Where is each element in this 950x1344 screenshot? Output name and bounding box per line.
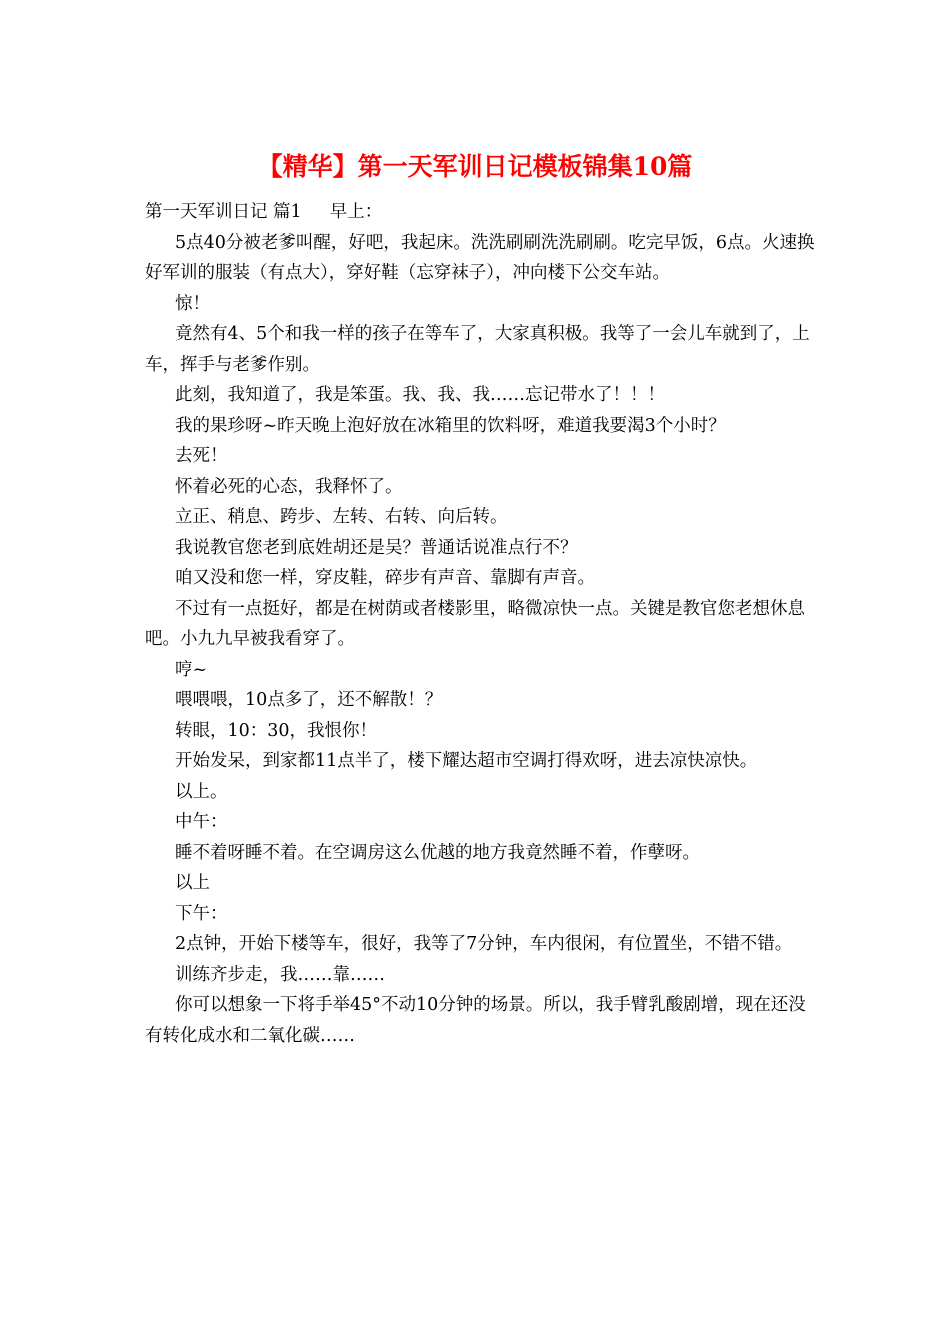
- paragraph: 咱又没和您一样，穿皮鞋，碎步有声音、靠脚有声音。: [175, 568, 595, 588]
- paragraph: 哼~: [175, 659, 208, 680]
- paragraph: 我说教官您老到底姓胡还是吴？普通话说准点行不？: [175, 537, 578, 558]
- paragraph: 2点钟，开始下楼等车，很好，我等了7分钟，车内很闲，有位置坐，不错不错。: [175, 934, 793, 954]
- paragraph: 去死！: [175, 446, 228, 466]
- entry-heading-time: 早上：: [329, 202, 383, 222]
- paragraph: 我的果珍呀~昨天晚上泡好放在冰箱里的饮料呀，难道我要渴3个小时？: [175, 415, 726, 436]
- entry-heading-line: [145, 197, 815, 228]
- paragraph: 训练齐步走，我……靠……: [175, 964, 385, 985]
- paragraph: 怀着必死的心态，我释怀了。: [175, 476, 403, 497]
- document-body: [145, 197, 815, 1051]
- paragraph: 竟然有4、5个和我一样的孩子在等车了，大家真积极。我等了一会儿车就到了，上车，挥手与老爹作别。: [145, 324, 810, 375]
- paragraph: 以上: [175, 873, 210, 893]
- entry-heading-label: 第一天军训日记 篇1: [145, 202, 302, 222]
- paragraph: 此刻，我知道了，我是笨蛋。我、我、我……忘记带水了！！！: [175, 385, 665, 405]
- document-title: 【精华】第一天军训日记模板锦集10篇: [257, 152, 693, 181]
- paragraph: 开始发呆，到家都11点半了，楼下耀达超市空调打得欢呀，进去凉快凉快。: [175, 751, 758, 771]
- paragraph: 你可以想象一下将手举45°不动10分钟的场景。所以，我手臂乳酸剧增，现在还没有转化成水和二氧化碳……: [145, 995, 806, 1046]
- paragraph: 不过有一点挺好，都是在树荫或者楼影里，略微凉快一点。关键是教官您老想休息吧。小九九早被我看穿了。: [145, 598, 805, 649]
- paragraph: 惊！: [175, 293, 210, 314]
- paragraph: 立正、稍息、跨步、左转、右转、向后转。: [175, 507, 508, 527]
- paragraph: 转眼，10：30，我恨你！: [175, 720, 378, 741]
- paragraph: 中午：: [175, 812, 228, 832]
- paragraph: 以上。: [175, 781, 228, 802]
- paragraph: 喂喂喂，10点多了，还不解散！？: [175, 690, 443, 710]
- paragraph: 5点40分被老爹叫醒，好吧，我起床。洗洗刷刷洗洗刷刷。吃完早饭，6点。火速换好军训的服装（有点大），穿好鞋（忘穿袜子），冲向楼下公交车站。: [145, 232, 815, 283]
- paragraph: 下午：: [175, 903, 228, 924]
- paragraph: 睡不着呀睡不着。在空调房这么优越的地方我竟然睡不着，作孽呀。: [175, 842, 700, 863]
